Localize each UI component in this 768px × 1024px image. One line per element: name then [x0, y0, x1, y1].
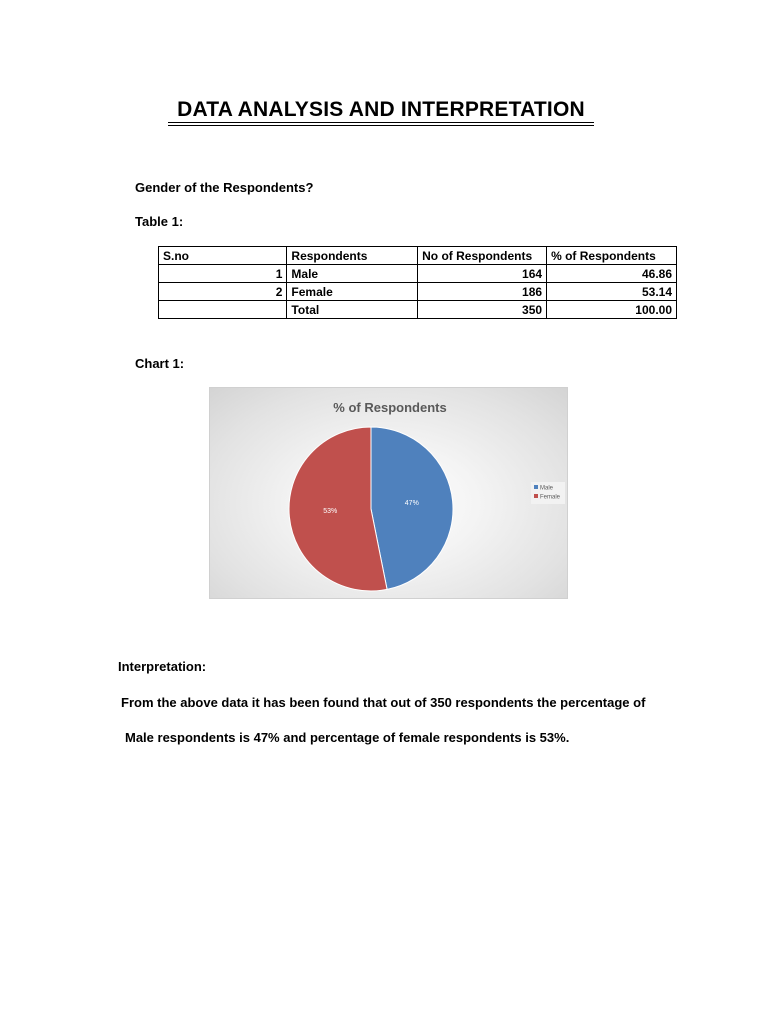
interpretation-heading: Interpretation:: [118, 659, 207, 674]
title-underline: [168, 122, 594, 123]
cell-respondents: Female: [287, 283, 418, 301]
cell-percent: 46.86: [547, 265, 677, 283]
table-header-row: [159, 247, 677, 265]
legend-entry-male: Male: [540, 485, 554, 492]
chart-title: % of Respondents: [333, 400, 447, 415]
page-title: DATA ANALYSIS AND INTERPRETATION: [177, 98, 585, 121]
interpretation-line-1: From the above data it has been found that out of 350 respondents the percentage of: [121, 695, 646, 710]
table-row: [159, 265, 677, 283]
cell-percent: 53.14: [547, 283, 677, 301]
header-percent: % of Respondents: [547, 247, 677, 265]
legend-swatch-female: [534, 494, 538, 498]
table-label: Table 1:: [135, 214, 184, 229]
cell-sno: 2: [159, 283, 287, 301]
header-count: No of Respondents: [418, 247, 547, 265]
cell-count: 186: [418, 283, 547, 301]
interpretation-line-2: Male respondents is 47% and percentage of female respondents is 53%.: [125, 730, 570, 745]
cell-count: 164: [418, 265, 547, 283]
slice-data-label: 47%: [404, 499, 419, 507]
pie-slice-male: [371, 427, 453, 589]
cell-respondents: Male: [287, 265, 418, 283]
table-row-total: [159, 301, 677, 319]
header-sno: S.no: [159, 247, 287, 265]
question-heading: Gender of the Respondents?: [135, 180, 314, 195]
cell-percent: 100.00: [547, 301, 677, 319]
legend-swatch-male: [534, 485, 538, 489]
legend-entry-female: Female: [540, 494, 561, 501]
slice-data-label: 53%: [323, 508, 338, 516]
title-underline-double: [168, 125, 594, 126]
cell-sno: 1: [159, 265, 287, 283]
respondents-table: [158, 246, 677, 319]
cell-respondents: Total: [287, 301, 418, 319]
cell-count: 350: [418, 301, 547, 319]
pie-chart: [209, 387, 568, 599]
pie-chart-svg: [210, 388, 569, 600]
chart-label: Chart 1:: [135, 356, 185, 371]
table-row: [159, 283, 677, 301]
header-respondents: Respondents: [287, 247, 418, 265]
cell-sno: [159, 301, 287, 319]
